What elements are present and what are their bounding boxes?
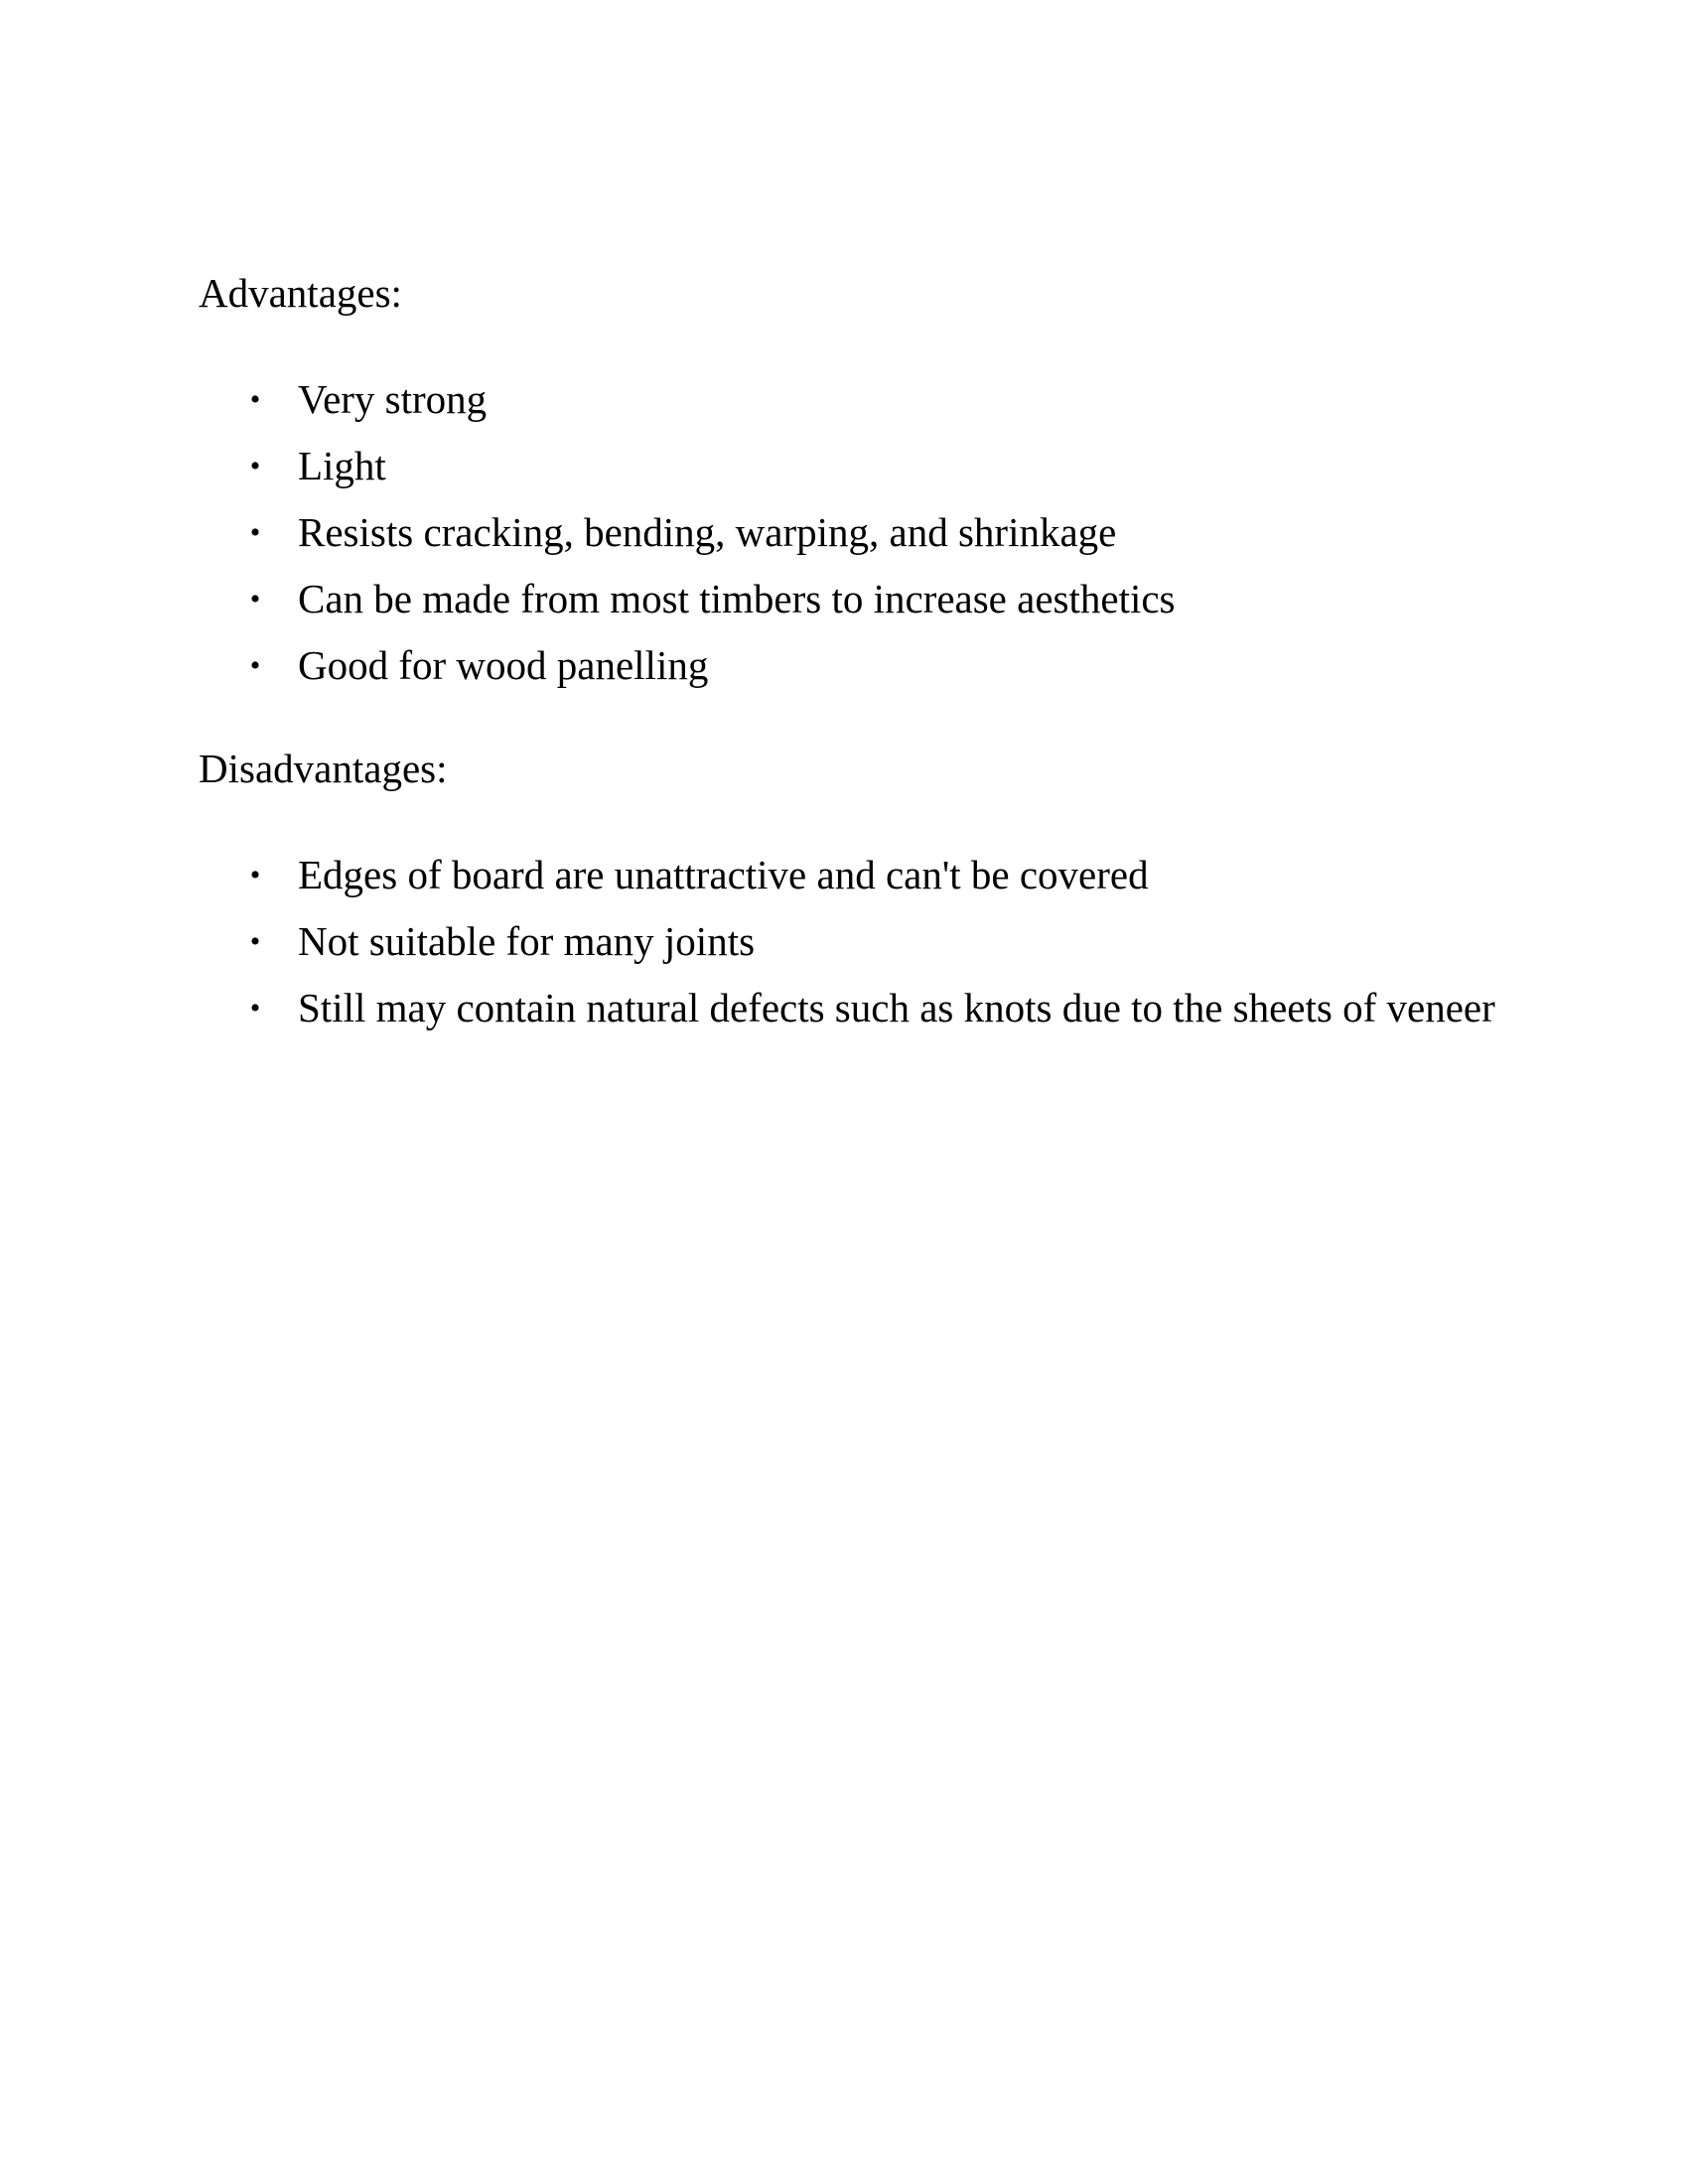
bullet-icon: • (249, 649, 261, 682)
disadvantages-list-item (199, 842, 1509, 908)
bullet-icon: • (249, 383, 261, 416)
advantages-list-item (199, 632, 1509, 699)
disadvantages-list-item (199, 908, 1509, 975)
list-item-text: Resists cracking, bending, warping, and shrinkage (298, 509, 1117, 555)
advantages-list-item (199, 566, 1509, 632)
advantages-list-item (199, 499, 1509, 566)
advantages-list-item (199, 433, 1509, 499)
bullet-icon: • (249, 516, 261, 549)
advantages-heading: Advantages: (199, 270, 402, 316)
document-content (199, 260, 1509, 1041)
list-item-text: Not suitable for many joints (298, 918, 756, 964)
advantages-list-item (199, 366, 1509, 433)
disadvantages-list-item (199, 975, 1509, 1041)
list-item-text: Still may contain natural defects such as knots due to the sheets of veneer (298, 985, 1495, 1030)
bullet-icon: • (249, 992, 261, 1024)
list-item-text: Very strong (298, 376, 488, 422)
disadvantages-heading: Disadvantages: (199, 746, 448, 791)
bullet-icon: • (249, 859, 261, 891)
list-item-text: Edges of board are unattractive and can't be covered (298, 852, 1149, 897)
list-item-text: Good for wood panelling (298, 642, 709, 688)
bullet-icon: • (249, 583, 261, 615)
advantages-list (199, 366, 1509, 699)
disadvantages-list (199, 842, 1509, 1041)
list-item-text: Light (298, 443, 386, 488)
list-item-text: Can be made from most timbers to increase aesthetics (298, 576, 1176, 621)
bullet-icon: • (249, 450, 261, 482)
bullet-icon: • (249, 925, 261, 958)
